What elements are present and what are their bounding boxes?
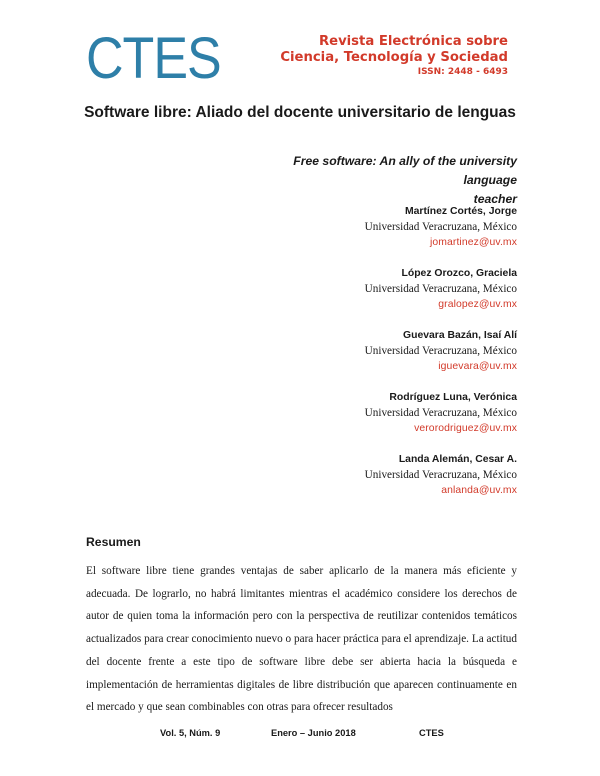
footer-volume: Vol. 5, Núm. 9 — [160, 728, 221, 738]
author-name: López Orozco, Graciela — [401, 268, 517, 279]
footer-date: Enero – Junio 2018 — [271, 728, 356, 738]
author-affiliation: Universidad Veracruzana, México — [364, 469, 517, 481]
author-affiliation: Universidad Veracruzana, México — [364, 283, 517, 295]
author-email-link[interactable]: iguevara@uv.mx — [438, 361, 517, 372]
author-name: Guevara Bazán, Isaí Alí — [403, 330, 517, 341]
journal-name-line2: Ciencia, Tecnología y Sociedad — [280, 50, 508, 65]
author-email-link[interactable]: verorodriguez@uv.mx — [414, 423, 517, 434]
author-block — [300, 452, 517, 514]
author-block — [300, 204, 517, 266]
journal-logo: CTES — [86, 26, 221, 92]
author-list — [300, 204, 517, 514]
journal-name-line1: Revista Electrónica sobre — [318, 34, 508, 49]
author-email-link[interactable]: anlanda@uv.mx — [441, 485, 517, 496]
abstract-heading: Resumen — [86, 535, 141, 549]
author-block — [300, 390, 517, 452]
author-name: Rodríguez Luna, Verónica — [389, 392, 517, 403]
footer-journal: CTES — [419, 728, 444, 738]
paper-subtitle — [250, 152, 517, 209]
author-affiliation: Universidad Veracruzana, México — [364, 407, 517, 419]
author-name: Landa Alemán, Cesar A. — [398, 454, 517, 465]
abstract-body: El software libre tiene grandes ventajas de saber aplicarlo de la manera más eficiente y adecuada. De lograrlo, no habrá limitantes mientras el académico considere los derechos de autor de quien toma la información pero con la perspectiva de reutilizar contenidos temáticos actualizados para crear conocimiento nuevo o para hacer práctica para el aprendizaje. La actitud del docente frente a este tipo de software libre debe ser abierta hacia la búsqueda e implementación de herramientas digitales de libre distribución que aparecen continuamente en el mercado y que sean combinables con otras para ofrecer resultados — [86, 565, 517, 714]
author-block — [300, 266, 517, 328]
author-email-link[interactable]: gralopez@uv.mx — [438, 299, 517, 310]
paper-title: Software libre: Aliado del docente universitario de lenguas — [84, 104, 516, 121]
journal-issn: ISSN: 2448 - 6493 — [417, 67, 508, 77]
subtitle-line1: Free software: An ally of the university language — [293, 154, 517, 187]
author-block — [300, 328, 517, 390]
author-affiliation: Universidad Veracruzana, México — [364, 345, 517, 357]
journal-header — [276, 34, 508, 79]
author-email-link[interactable]: jomartinez@uv.mx — [429, 237, 517, 248]
author-affiliation: Universidad Veracruzana, México — [364, 221, 517, 233]
author-name: Martínez Cortés, Jorge — [404, 206, 517, 217]
subtitle-line2: teacher — [473, 192, 517, 206]
